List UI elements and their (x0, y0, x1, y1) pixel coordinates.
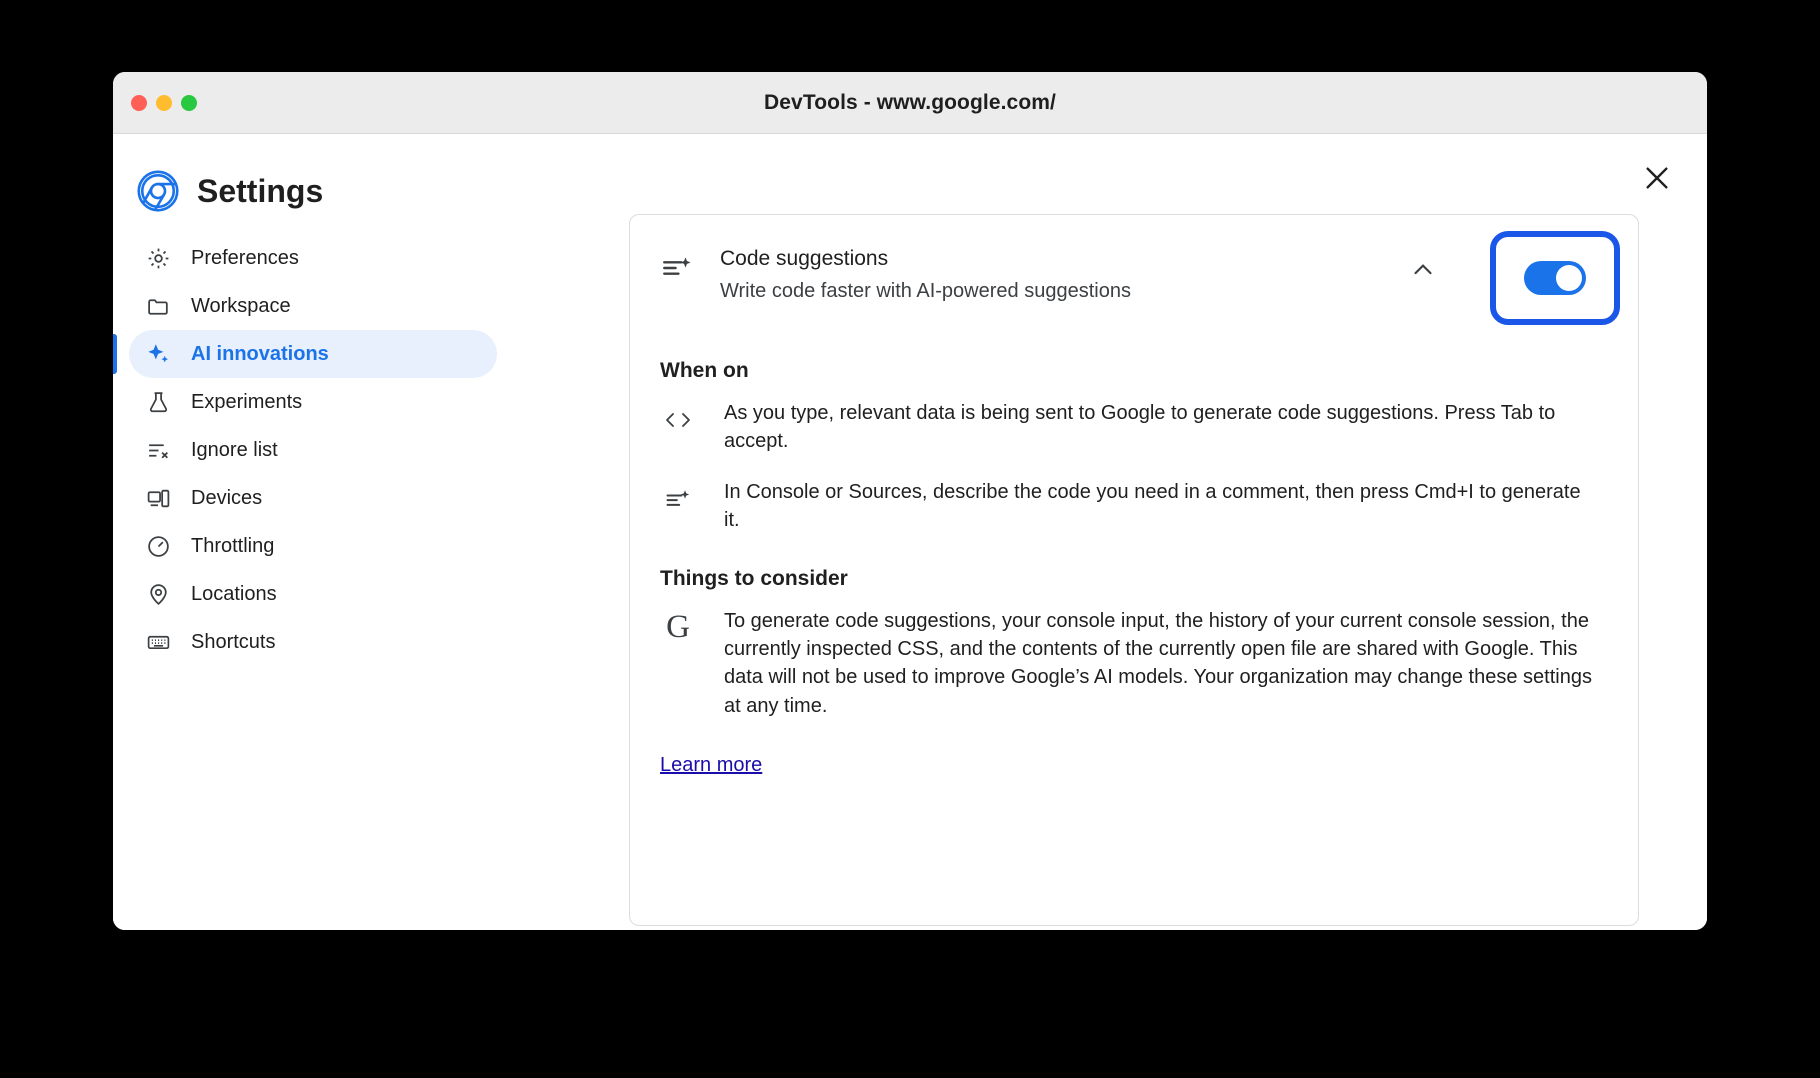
traffic-lights (131, 95, 197, 111)
sparkle-lines-icon (660, 484, 696, 514)
when-on-bullet (630, 478, 1638, 557)
code-suggestions-header (630, 215, 1638, 349)
learn-more-link[interactable]: Learn more (660, 754, 763, 777)
sidebar-item-devices[interactable] (129, 474, 497, 522)
sidebar-item-experiments[interactable] (129, 378, 497, 426)
code-suggestions-icon (660, 251, 694, 285)
sidebar-item-ai-innovations[interactable] (129, 330, 497, 378)
code-suggestions-toggle-wrapper (1490, 231, 1620, 325)
sidebar-item-workspace[interactable] (129, 282, 497, 330)
chevron-up-icon[interactable] (1408, 255, 1438, 285)
settings-header (113, 134, 513, 212)
settings-nav-list (113, 234, 513, 666)
when-on-heading: When on (660, 359, 749, 382)
things-to-consider-heading: Things to consider (660, 566, 848, 590)
keyboard-icon (145, 629, 171, 655)
sidebar-item-label: Shortcuts (191, 630, 276, 653)
sidebar-item-throttling[interactable] (129, 522, 497, 570)
devices-icon (145, 485, 171, 511)
ignore-list-icon (145, 437, 171, 463)
sidebar-item-label: Throttling (191, 534, 275, 557)
bullet-text: To generate code suggestions, your console input, the history of your current console session, the currently inspected CSS, and the contents of the currently open file are shared with Google. This data will not be used to improve Google’s AI models. Your organization may change these settings at any time. (724, 609, 1592, 717)
sidebar-item-label: Preferences (191, 246, 299, 269)
close-window-button[interactable] (131, 95, 147, 111)
flask-icon (145, 389, 171, 415)
code-brackets-icon (660, 405, 696, 435)
sidebar-item-label: Experiments (191, 390, 303, 413)
sidebar-item-label: Ignore list (191, 438, 278, 461)
sidebar-item-ignore-list[interactable] (129, 426, 497, 474)
sidebar-item-shortcuts[interactable] (129, 618, 497, 666)
sidebar-item-label: AI innovations (191, 342, 329, 365)
window-title: DevTools - www.google.com/ (764, 90, 1056, 114)
when-on-bullet (630, 399, 1638, 478)
sidebar-item-label: Workspace (191, 294, 291, 317)
page-title: Settings (197, 172, 324, 209)
maximize-window-button[interactable] (181, 95, 197, 111)
things-to-consider-bullet (630, 607, 1638, 743)
ai-innovations-panel (629, 214, 1639, 926)
chrome-logo-icon (137, 170, 179, 212)
google-g-glyph: G (666, 609, 690, 646)
devtools-settings-window (113, 72, 1707, 930)
card-title: Code suggestions (720, 247, 889, 270)
bullet-text: As you type, relevant data is being sent to Google to generate code suggestions. Press Tab to accept. (724, 402, 1556, 453)
sidebar-item-preferences[interactable] (129, 234, 497, 282)
gear-icon (145, 245, 171, 271)
location-pin-icon (145, 581, 171, 607)
minimize-window-button[interactable] (156, 95, 172, 111)
window-titlebar (113, 72, 1707, 134)
sidebar-item-locations[interactable] (129, 570, 497, 618)
bullet-text: In Console or Sources, describe the code you need in a comment, then press Cmd+I to generate it. (724, 480, 1581, 532)
settings-sidebar (113, 134, 513, 930)
code-suggestions-texts (720, 245, 1382, 305)
card-subtitle: Write code faster with AI-powered suggestions (720, 280, 1131, 303)
sparkle-icon (145, 341, 171, 367)
close-icon[interactable] (1641, 162, 1673, 194)
sidebar-item-label: Locations (191, 582, 277, 605)
folder-icon (145, 293, 171, 319)
window-body (113, 134, 1707, 930)
code-suggestions-toggle[interactable] (1524, 261, 1586, 295)
gauge-icon (145, 533, 171, 559)
google-g-icon (660, 609, 696, 646)
sidebar-item-label: Devices (191, 486, 263, 509)
toggle-knob (1556, 265, 1582, 291)
